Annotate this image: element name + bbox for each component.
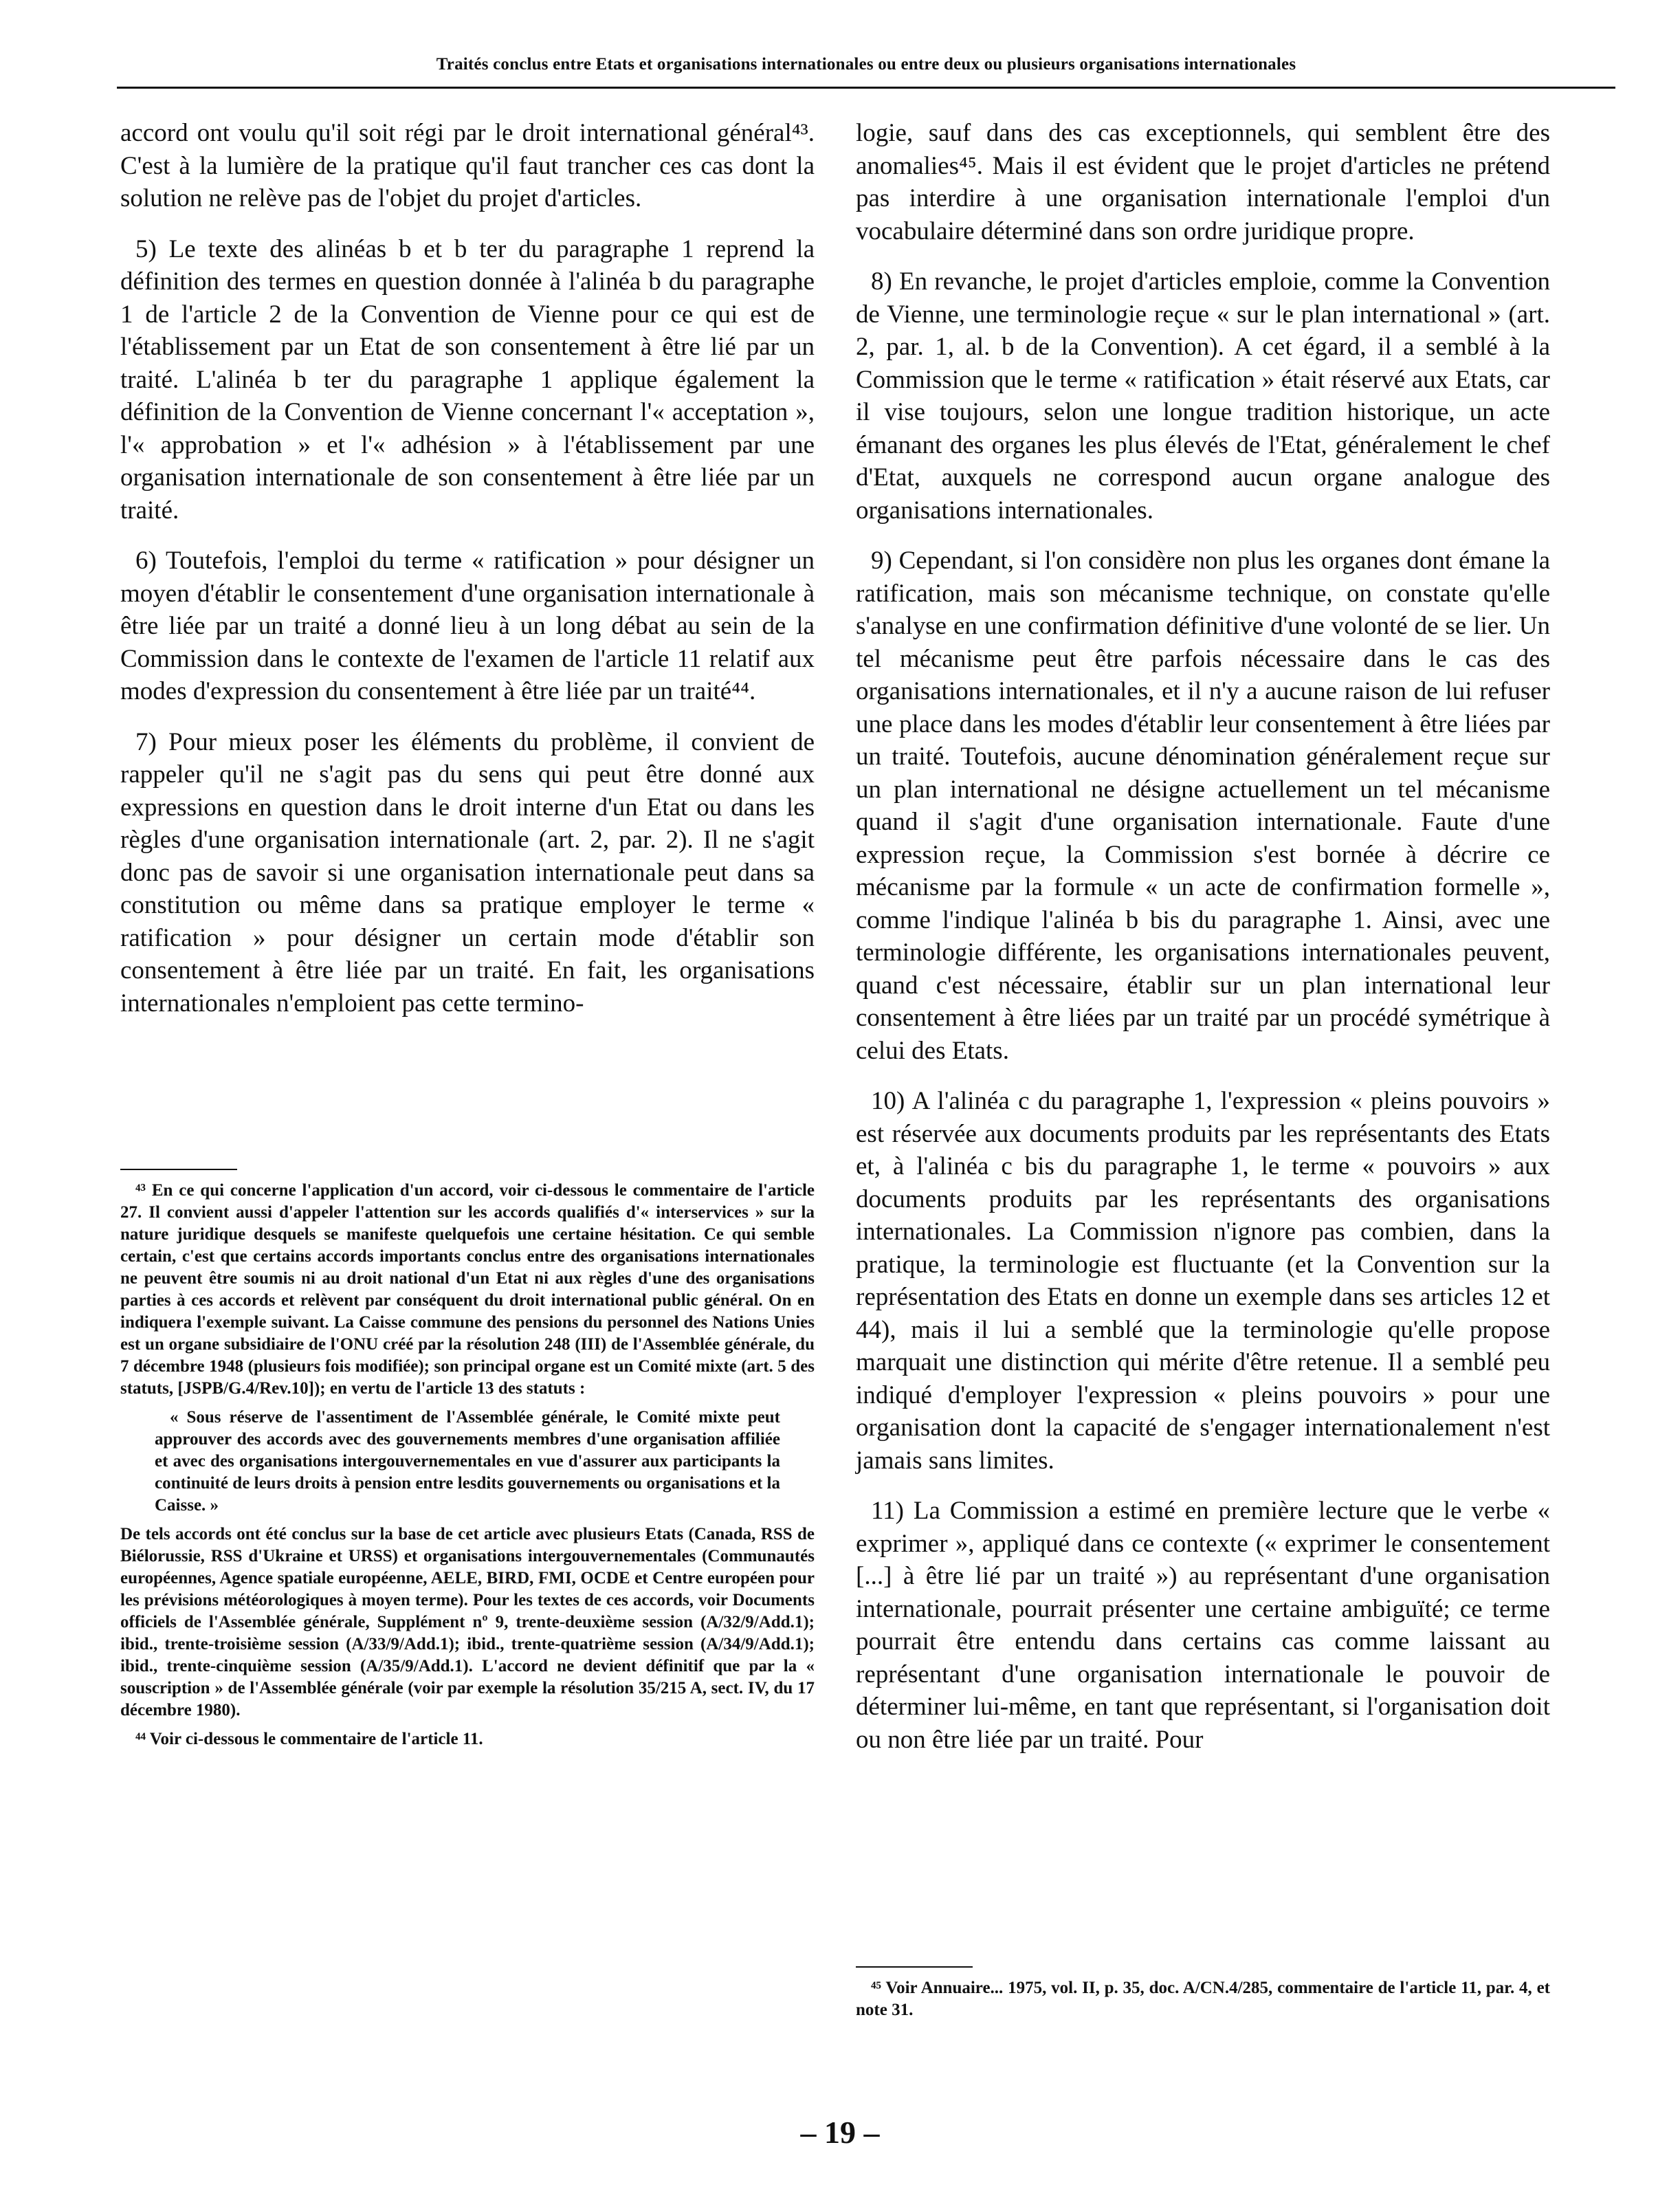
paragraph-6: 6) Toutefois, l'emploi du terme « ratification » pour désigner un moyen d'établir le consentement d'une organisation internationale à être liée par un traité a donné lieu à un long débat au sein de la Commission dans le contexte de l'examen de l'article 11 relatif aux modes d'expression du consentement à être liée par un traité⁴⁴. (120, 547, 815, 705)
paragraph-8: 8) En revanche, le projet d'articles emploie, comme la Convention de Vienne, une terminologie reçue « sur le plan international » (art. 2, par. 1, al. b de la Convention). A cet égard, il a semblé à la Commission que le terme « ratification » était réservé aux Etats, car il vise toujours, selon une longue tradition historique, un acte émanant des organes les plus élevés de l'Etat, généralement le chef d'Etat, auxquels ne correspond aucun organe analogue des organisations internationales. (856, 267, 1550, 525)
footnote-45: ⁴⁵ Voir Annuaire... 1975, vol. II, p. 35, doc. A/CN.4/285, commentaire de l'article 11, par. 4, et note 31. (856, 1979, 1550, 2019)
footnote-44: ⁴⁴ Voir ci-dessous le commentaire de l'article 11. (135, 1730, 483, 1748)
footnotes-right (856, 1966, 1550, 2028)
paragraph-5: 5) Le texte des alinéas b et b ter du paragraphe 1 reprend la définition des termes en question donnée à l'alinéa b du paragraphe 1 de l'article 2 de la Convention de Vienne pour ce qui est de l'établissement par un Etat de son consentement à être lié par un traité. L'alinéa b ter du paragraphe 1 applique également la définition de la Convention de Vienne concernant l'« acceptation », l'« approbation » et l'« adhésion » à l'établissement par une organisation internationale de son consentement à être liée par un traité. (120, 234, 815, 525)
right-column (856, 117, 1550, 1774)
paragraph-continuation: accord ont voulu qu'il soit régi par le droit international général⁴³. C'est à la lumière de la pratique qu'il faut trancher ces cas dont la solution ne relève pas de l'objet du projet d'articles. (120, 119, 815, 212)
footnote-43: ⁴³ En ce qui concerne l'application d'un accord, voir ci-dessous le commentaire de l'article 27. Il convient aussi d'appeler l'attention sur les accords qualifiés d'« interservices » sur la nature juridique desquels se manifeste quelquefois une certaine hésitation. Ce qui semble certain, c'est que certains accords importants conclus entre des organisations internationales ne peuvent être soumis ni au droit national d'un Etat ni aux règles d'une des organisations parties à ces accords et relèvent par conséquent du droit international public général. On en indiquera l'exemple suivant. La Caisse commune des pensions du personnel des Nations Unies est un organe subsidiaire de l'ONU créé par la résolution 248 (III) de l'Assemblée générale, du 7 décembre 1948 (plusieurs fois modifiée); son principal organe est un Comité mixte (art. 5 des statuts, [JSPB/G.4/Rev.10]); en vertu de l'article 13 des statuts : (120, 1181, 815, 1398)
footnotes-left (120, 1169, 815, 1757)
paragraph-11: 11) La Commission a estimé en première lecture que le verbe « exprimer », appliqué dans ce contexte (« exprimer le consentement [...] à être lié par un traité ») au représentant d'une organisation internationale, pourrait présenter une certaine ambiguïté; ce terme pourrait être entendu dans certains cas comme laissant au représentant d'une organisation internationale le pouvoir de déterminer lui-même, en tant que représentant, si l'organisation doit ou non être liée par un traité. Pour (856, 1497, 1550, 1754)
footnote-43-quote: « Sous réserve de l'assentiment de l'Assemblée générale, le Comité mixte peut approuver des accords avec des gouvernements membres d'une organisation affiliée et avec des organisations intergouvernementales en vue d'assurer aux participants la continuité de leurs droits à pension entre lesdits gouvernements ou organisations et la Caisse. » (155, 1408, 780, 1515)
running-header: Traités conclus entre Etats et organisations internationales ou entre deux ou plusieurs organisations internationales (436, 55, 1296, 74)
page-number: – 19 – (800, 2115, 880, 2150)
footnote-rule (856, 1966, 973, 1968)
header-rule (117, 87, 1615, 89)
paragraph-7-continuation: logie, sauf dans des cas exceptionnels, qui semblent être des anomalies⁴⁵. Mais il est évident que le projet d'articles ne prétend pas interdire à une organisation internationale l'emploi d'un vocabulaire déterminé dans son ordre juridique propre. (856, 119, 1550, 245)
left-column (120, 117, 815, 1037)
paragraph-7: 7) Pour mieux poser les éléments du problème, il convient de rappeler qu'il ne s'agit pas du sens qui peut être donné aux expressions en question dans le droit interne d'un Etat ou dans les règles d'une organisation internationale (art. 2, par. 2). Il ne s'agit donc pas de savoir si une organisation internationale peut dans sa constitution ou même dans sa pratique employer le terme « ratification » pour désigner un certain mode d'établir son consentement à être liée par un traité. En fait, les organisations internationales n'emploient pas cette termino- (120, 727, 815, 1018)
paragraph-10: 10) A l'alinéa c du paragraphe 1, l'expression « pleins pouvoirs » est réservée aux documents produits par les représentants des Etats et, à l'alinéa c bis du paragraphe 1, le terme « pouvoirs » aux documents produits par les représentants des organisations internationales. La Commission n'ignore pas combien, dans la pratique, la terminologie est fluctuante (et la Convention sur la représentation des Etats en donne un exemple dans ses articles 12 et 44), mais il lui a semblé que la terminologie qu'elle propose marquait une distinction qui mérite d'être retenue. Il a semblé peu indiqué d'employer l'expression « pleins pouvoirs » pour une organisation dont la capacité de s'engager internationalement n'est jamais sans limites. (856, 1087, 1550, 1475)
paragraph-9: 9) Cependant, si l'on considère non plus les organes dont émane la ratification, mais son mécanisme technique, on constate qu'elle s'analyse en une confirmation définitive d'une volonté de se lier. Un tel mécanisme peut être parfois nécessaire dans le cas des organisations internationales, et il n'y a aucune raison de lui refuser une place dans les modes d'établir leur consentement à être liées par un traité. Toutefois, aucune dénomination généralement reçue sur un plan international ne désigne actuellement un tel mécanisme quand il s'agit d'une organisation internationale. Faute d'une expression reçue, la Commission s'est bornée à décrire ce mécanisme par la formule « un acte de confirmation formelle », comme l'indique l'alinéa b bis du paragraphe 1. Ainsi, avec une terminologie différente, les organisations internationales peuvent, quand c'est nécessaire, établir sur un plan international leur consentement à être liées par un traité par un procédé symétrique à celui des Etats. (856, 547, 1550, 1065)
footnote-43-continuation: De tels accords ont été conclus sur la base de cet article avec plusieurs Etats (Canada, RSS de Biélorussie, RSS d'Ukraine et URSS) et organisations intergouvernementales (Communautés européennes, Agence spatiale européenne, AELE, BIRD, FMI, OCDE et Centre européen pour les prévisions météorologiques à moyen terme). Pour les textes de ces accords, voir Documents officiels de l'Assemblée générale, Supplément nº 9, trente-deuxième session (A/32/9/Add.1); ibid., trente-troisième session (A/33/9/Add.1); ibid., trente-quatrième session (A/34/9/Add.1); ibid., trente-cinquième session (A/35/9/Add.1). L'accord ne devient définitif que par la « souscription » de l'Assemblée générale (voir par exemple la résolution 35/215 A, sect. IV, du 17 décembre 1980). (120, 1525, 815, 1719)
footnote-rule (120, 1169, 237, 1170)
